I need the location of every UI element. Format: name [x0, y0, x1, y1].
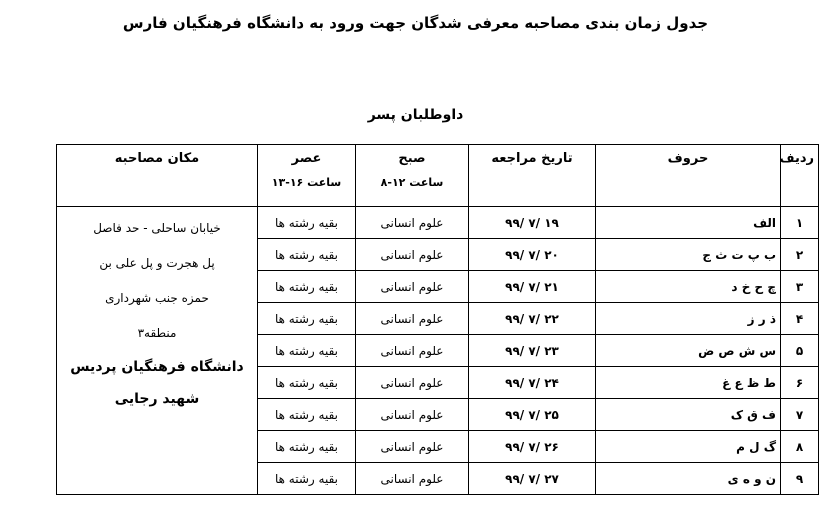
table-body [57, 207, 819, 495]
row-index: ۸ [781, 431, 819, 463]
row-letters: گ ل م [596, 431, 781, 463]
row-date: ۹۹/ ۷/ ۲۶ [469, 431, 596, 463]
row-index: ۷ [781, 399, 819, 431]
row-date: ۹۹/ ۷/ ۲۲ [469, 303, 596, 335]
row-index: ۳ [781, 271, 819, 303]
row-afternoon: بقیه رشته ها [258, 463, 356, 495]
row-letters: ب پ ت ث ج [596, 239, 781, 271]
page-title: جدول زمان بندی مصاحبه معرفی شدگان جهت ورود به دانشگاه فرهنگیان فارس [122, 14, 709, 32]
section-subtitle: داوطلبان پسر [367, 107, 464, 123]
row-letters: ن و ه ی [596, 463, 781, 495]
header-morning-label: صبح [398, 151, 426, 166]
row-afternoon: بقیه رشته ها [258, 367, 356, 399]
row-morning: علوم انسانی [356, 399, 469, 431]
row-morning: علوم انسانی [356, 463, 469, 495]
row-letters: ذ ر ز [596, 303, 781, 335]
row-index: ۵ [781, 335, 819, 367]
table-header-row [57, 145, 819, 207]
row-afternoon: بقیه رشته ها [258, 335, 356, 367]
row-letters: ط ظ ع غ [596, 367, 781, 399]
row-date: ۹۹/ ۷/ ۱۹ [469, 207, 596, 239]
header-index: ردیف [781, 145, 819, 207]
row-morning: علوم انسانی [356, 367, 469, 399]
location-line: خیابان ساحلی - حد فاصل [93, 221, 221, 235]
header-morning [356, 145, 469, 207]
header-morning-time: ساعت ۱۲-۸ [380, 176, 444, 189]
row-afternoon: بقیه رشته ها [258, 207, 356, 239]
row-afternoon: بقیه رشته ها [258, 399, 356, 431]
row-morning: علوم انسانی [356, 239, 469, 271]
row-date: ۹۹/ ۷/ ۲۵ [469, 399, 596, 431]
row-morning: علوم انسانی [356, 335, 469, 367]
row-morning: علوم انسانی [356, 271, 469, 303]
header-afternoon-label: عصر [291, 151, 322, 166]
header-date: تاریخ مراجعه [469, 145, 596, 207]
location-line: منطقه۳ [137, 326, 177, 340]
row-afternoon: بقیه رشته ها [258, 431, 356, 463]
location-campus-name: دانشگاه فرهنگیان پردیس [70, 359, 244, 375]
row-morning: علوم انسانی [356, 303, 469, 335]
header-letters: حروف [596, 145, 781, 207]
location-campus-name: شهید رجایی [114, 391, 200, 407]
row-letters: چ ح خ د [596, 271, 781, 303]
header-location: مکان مصاحبه [57, 145, 258, 207]
location-line: پل هجرت و پل علی بن [99, 256, 215, 270]
row-morning: علوم انسانی [356, 431, 469, 463]
row-afternoon: بقیه رشته ها [258, 271, 356, 303]
row-afternoon: بقیه رشته ها [258, 239, 356, 271]
row-date: ۹۹/ ۷/ ۲۴ [469, 367, 596, 399]
row-date: ۹۹/ ۷/ ۲۷ [469, 463, 596, 495]
schedule-table [56, 144, 819, 495]
header-afternoon [258, 145, 356, 207]
location-cell [57, 207, 258, 495]
row-date: ۹۹/ ۷/ ۲۰ [469, 239, 596, 271]
row-letters: ف ق ک [596, 399, 781, 431]
row-date: ۹۹/ ۷/ ۲۳ [469, 335, 596, 367]
row-index: ۱ [781, 207, 819, 239]
row-afternoon: بقیه رشته ها [258, 303, 356, 335]
row-morning: علوم انسانی [356, 207, 469, 239]
row-letters: س ش ص ض [596, 335, 781, 367]
row-date: ۹۹/ ۷/ ۲۱ [469, 271, 596, 303]
location-line: حمزه جنب شهرداری [105, 291, 209, 305]
table-row [57, 207, 819, 239]
row-index: ۶ [781, 367, 819, 399]
row-letters: الف [596, 207, 781, 239]
header-afternoon-time: ساعت ۱۶-۱۳ [271, 176, 342, 189]
row-index: ۴ [781, 303, 819, 335]
row-index: ۹ [781, 463, 819, 495]
row-index: ۲ [781, 239, 819, 271]
